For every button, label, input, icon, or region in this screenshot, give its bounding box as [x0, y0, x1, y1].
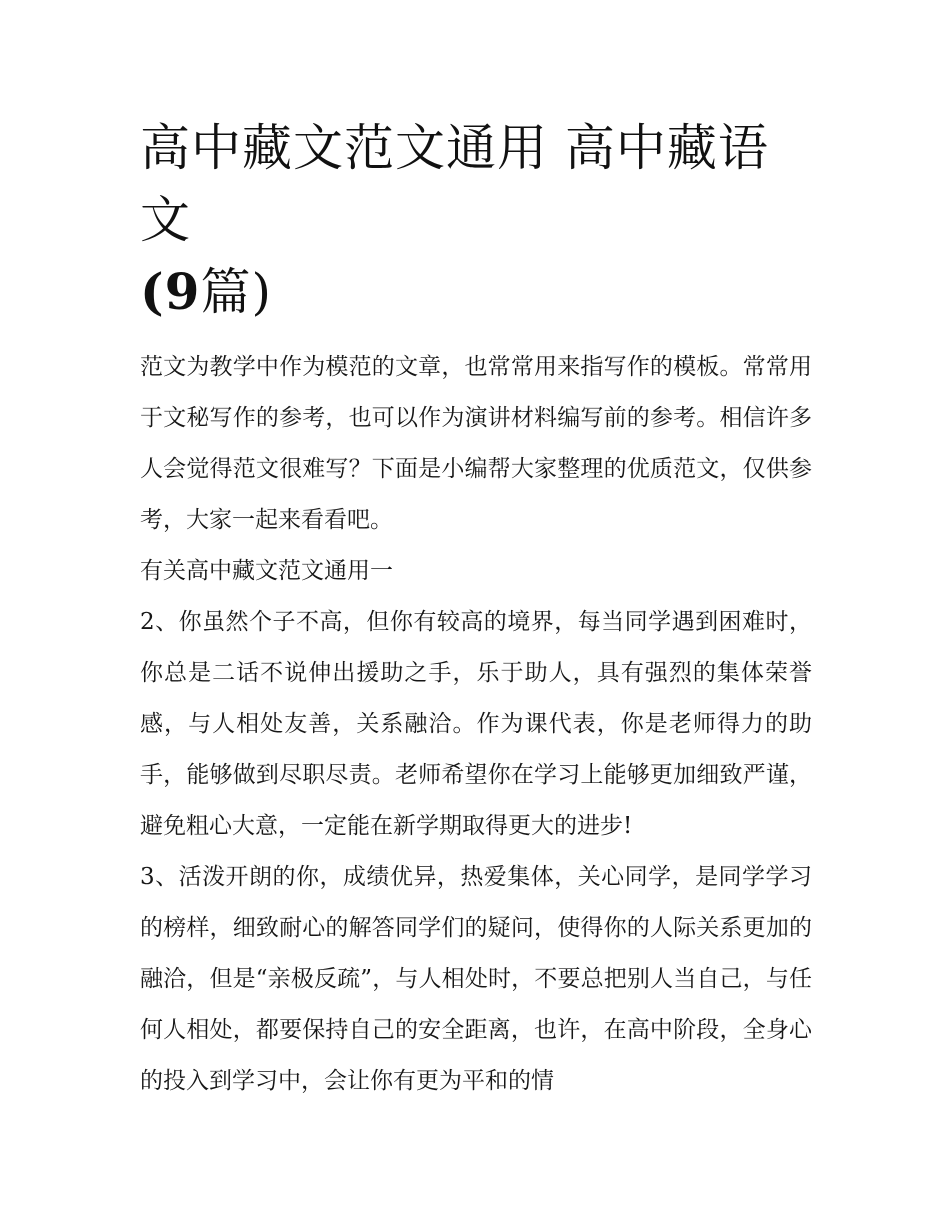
comment-paragraph-2: 2、你虽然个子不高，但你有较高的境界，每当同学遇到困难时，你总是二话不说伸出援助之手，乐于助人，具有强烈的集体荣誉感，与人相处友善，关系融洽。作为课代表，你是老师得力的助手，能够做到尽职尽责。老师希望你在学习上能够更加细致严谨，避免粗心大意，一定能在新学期取得更大的进步! [140, 609, 812, 839]
title-line-1: 高中藏文范文通用 高中藏语文 [140, 119, 769, 249]
title-count: (9 [140, 262, 201, 321]
document-body [140, 342, 812, 1107]
title-tail: 篇) [200, 263, 272, 321]
document-title [140, 112, 812, 328]
section-heading: 有关高中藏文范文通用一 [140, 558, 393, 584]
document-content [140, 112, 812, 1107]
intro-paragraph: 范文为教学中作为模范的文章，也常常用来指写作的模板。常常用于文秘写作的参考，也可以作为演讲材料编写前的参考。相信许多人会觉得范文很难写？下面是小编帮大家整理的优质范文，仅供参考，大家一起来看看吧。 [140, 354, 812, 533]
comment-paragraph-3: 3、活泼开朗的你，成绩优异，热爱集体，关心同学，是同学学习的榜样，细致耐心的解答同学们的疑问，使得你的人际关系更加的融洽，但是“亲极反疏”，与人相处时，不要总把别人当自己，与任何人相处，都要保持自己的安全距离，也许，在高中阶段，全身心的投入到学习中，会让你有更为平和的情 [140, 864, 812, 1094]
